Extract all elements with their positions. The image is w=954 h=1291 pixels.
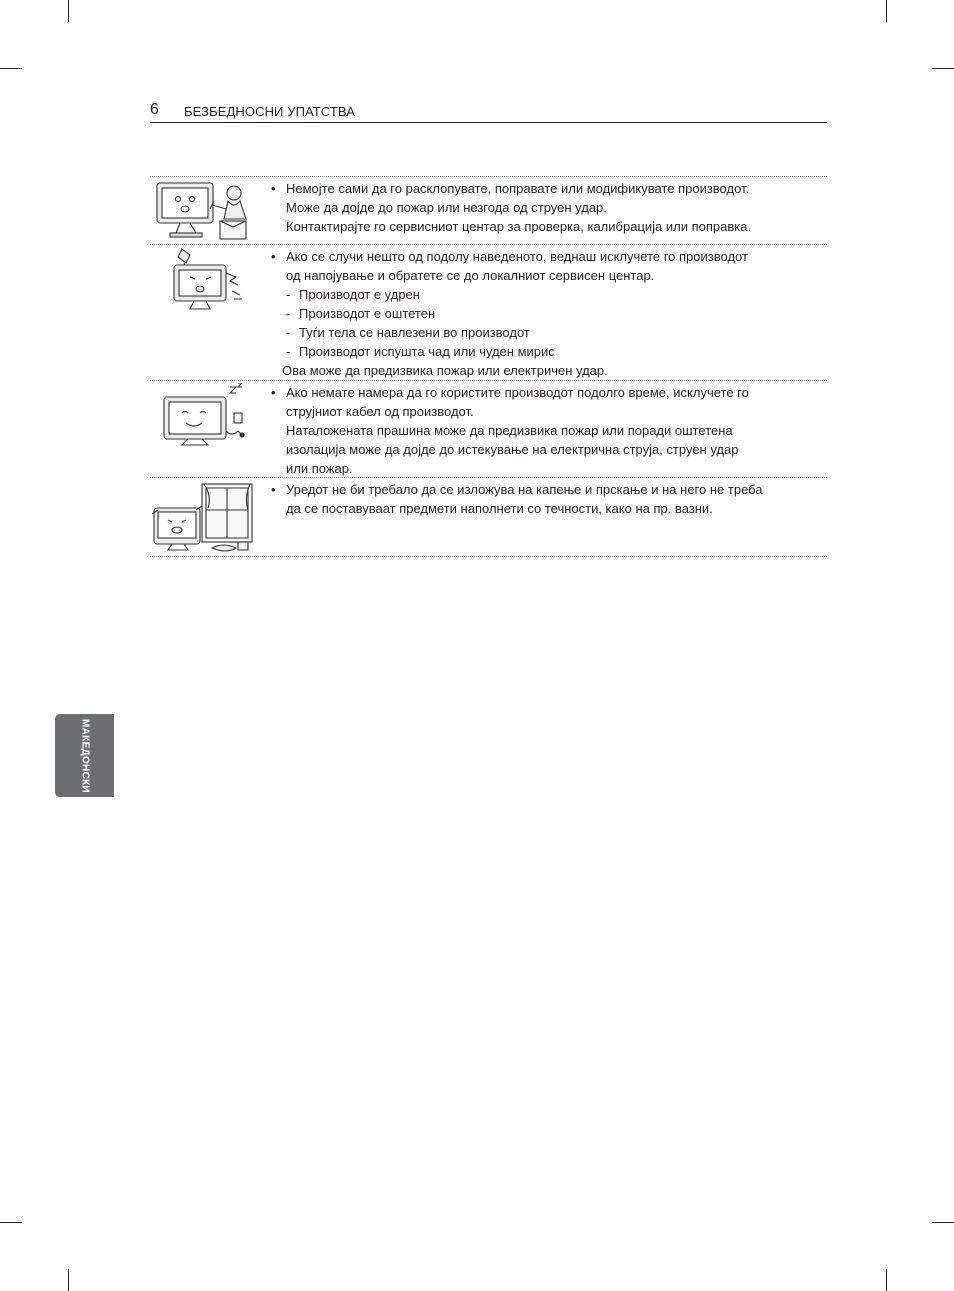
sub-item	[271, 285, 827, 304]
language-tab	[55, 714, 114, 797]
text-line: од напојување и обратете се до локалниот сервисен центар.	[286, 268, 655, 283]
dash: -	[286, 287, 291, 302]
bullet: •	[271, 385, 276, 400]
sub-item-text: Туѓи тела се навлезени во производот	[299, 325, 530, 340]
section-title: БЕЗБЕДНОСНИ УПАТСТВА	[184, 104, 356, 119]
item-text	[271, 480, 827, 518]
crop-mark	[932, 68, 954, 69]
text-line: Наталожената прашина може да предизвика пожар или поради оштетена	[286, 423, 733, 438]
language-tab-label: МАКЕДОНСКИ	[79, 718, 90, 793]
crop-mark	[886, 1269, 887, 1291]
bullet: •	[271, 181, 276, 196]
crop-mark	[0, 68, 22, 69]
dash: -	[286, 325, 291, 340]
bullet: •	[271, 249, 276, 264]
item-text	[271, 383, 827, 478]
text-line: Ако немате намера да го користите производот подолго време, исклучете го	[286, 385, 749, 400]
text-line: Уредот не би требало да се изложува на капење и прскање и на него не треба	[286, 482, 763, 497]
safety-item	[150, 381, 827, 478]
text-line: струјниот кабел од производот.	[286, 404, 474, 419]
sub-item-text: Производот е оштетен	[299, 306, 436, 321]
page-header	[150, 101, 827, 123]
page-number: 6	[150, 101, 159, 118]
tv-unplugged-icon	[152, 383, 260, 449]
crop-mark	[886, 0, 887, 22]
sub-item-text: Производот испушта чад или чуден мирис	[299, 344, 555, 359]
text-line: изолација може да дојде до истекување на електрична струја, струен удар	[286, 442, 739, 457]
crop-mark	[932, 1222, 954, 1223]
bullet: •	[271, 482, 276, 497]
text-line: Може да дојде до пожар или незгода од струен удар.	[286, 200, 607, 215]
tv-damaged-icon	[152, 247, 260, 313]
tv-water-splash-icon	[152, 480, 260, 556]
text-line: да се поставуваат предмети наполнети со течности, како на пр. вазни.	[286, 501, 713, 516]
safety-item	[150, 177, 827, 245]
text-line: Немојте сами да го расклопувате, поправате или модификувате производот.	[286, 181, 750, 196]
warning-note: Ова може да предизвика пожар или електричен удар.	[282, 363, 608, 378]
tv-disassembly-icon	[152, 179, 260, 243]
dash: -	[286, 306, 291, 321]
safety-list	[150, 176, 827, 557]
text-line: Контактирајте го сервисниот центар за проверка, калибрација или поправка.	[286, 219, 752, 234]
item-text	[271, 179, 827, 236]
sub-item	[271, 304, 827, 323]
sub-item	[271, 342, 827, 361]
sub-item-text: Производот е удрен	[299, 287, 420, 302]
crop-mark	[68, 0, 69, 22]
dash: -	[286, 344, 291, 359]
safety-item	[150, 478, 827, 557]
safety-item	[150, 245, 827, 381]
crop-mark	[0, 1222, 22, 1223]
text-line: или пожар.	[286, 461, 353, 476]
text-line: Ако се случи нешто од подолу наведеното, веднаш исклучете го производот	[286, 249, 748, 264]
item-text	[271, 247, 827, 380]
sub-item	[271, 323, 827, 342]
crop-mark	[68, 1269, 69, 1291]
